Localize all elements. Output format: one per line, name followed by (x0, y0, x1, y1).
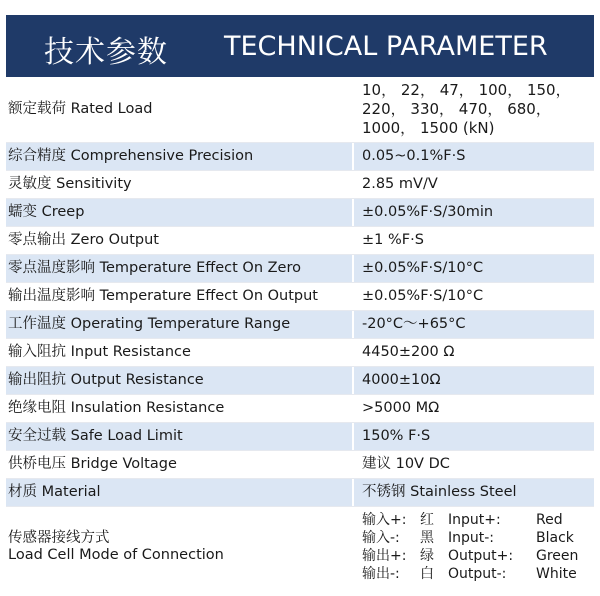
conn-en-color: White (536, 566, 577, 582)
connection-line (362, 529, 574, 547)
row-label: 输入阻抗 Input Resistance (8, 344, 191, 360)
parameter-table (6, 77, 594, 587)
row-value: ±0.05%F·S/10°C (352, 255, 594, 282)
row-label: 绝缘电阻 Insulation Resistance (8, 400, 225, 416)
conn-zh-color: 黑 (420, 530, 434, 546)
row-precision (6, 143, 594, 171)
row-value: 建议 10V DC (352, 451, 594, 478)
row-value: 2.85 mV/V (352, 171, 594, 198)
row-label (6, 507, 352, 587)
conn-en: Output+: (448, 548, 514, 564)
conn-zh-color: 红 (420, 512, 434, 528)
row-value: 150% F·S (352, 423, 594, 450)
value-line: 1000， 1500 (kN) (362, 119, 495, 137)
row-connection (6, 507, 594, 587)
connection-line (362, 547, 578, 565)
conn-zh: 输出+: (362, 548, 407, 564)
row-insulation (6, 395, 594, 423)
row-value: 0.05~0.1%F·S (352, 143, 594, 170)
row-value (352, 77, 594, 142)
row-value: >5000 MΩ (352, 395, 594, 422)
connection-label-en: Load Cell Mode of Connection (8, 547, 224, 563)
conn-en-color: Red (536, 512, 563, 528)
row-label: 综合精度 Comprehensive Precision (8, 148, 254, 164)
row-sensitivity (6, 171, 594, 199)
row-temp-effect-output (6, 283, 594, 311)
value-line: 220， 330， 470， 680， (362, 100, 551, 118)
row-label: 零点输出 Zero Output (8, 232, 159, 248)
conn-zh: 输入+: (362, 512, 407, 528)
row-label: 灵敏度 Sensitivity (8, 176, 132, 192)
conn-en-color: Green (536, 548, 579, 564)
row-label: 输出温度影响 Temperature Effect On Output (8, 288, 318, 304)
row-value: 4000±10Ω (352, 367, 594, 394)
title-chinese: 技术参数 (44, 35, 168, 70)
conn-zh-color: 绿 (420, 548, 434, 564)
conn-en-color: Black (536, 530, 574, 546)
row-input-resistance (6, 339, 594, 367)
conn-zh-color: 白 (420, 566, 434, 582)
connection-line (362, 565, 577, 583)
row-output-resistance (6, 367, 594, 395)
row-operating-temp (6, 311, 594, 339)
conn-zh: 输入-: (362, 530, 400, 546)
row-value (352, 507, 594, 587)
row-label: 安全过载 Safe Load Limit (8, 428, 183, 444)
connection-label-zh: 传感器接线方式 (8, 530, 110, 546)
conn-en: Input+: (448, 512, 501, 528)
row-value: -20°C～+65°C (352, 311, 594, 338)
row-value: 不锈钢 Stainless Steel (352, 479, 594, 506)
row-label: 零点温度影响 Temperature Effect On Zero (8, 260, 301, 276)
conn-en: Output-: (448, 566, 507, 582)
row-value: 4450±200 Ω (352, 339, 594, 366)
conn-en: Input-: (448, 530, 495, 546)
title-english: TECHNICAL PARAMETER (224, 31, 548, 62)
conn-zh: 输出-: (362, 566, 400, 582)
row-label: 额定载荷 Rated Load (8, 101, 153, 117)
row-value: ±1 %F·S (352, 227, 594, 254)
row-safe-load (6, 423, 594, 451)
row-creep (6, 199, 594, 227)
row-label: 蠕变 Creep (8, 204, 85, 220)
row-bridge-voltage (6, 451, 594, 479)
row-value: ±0.05%F·S/30min (352, 199, 594, 226)
row-zero-output (6, 227, 594, 255)
connection-line (362, 511, 563, 529)
row-label: 材质 Material (8, 484, 101, 500)
row-value: ±0.05%F·S/10°C (352, 283, 594, 310)
header-banner (6, 15, 594, 77)
row-material (6, 479, 594, 507)
row-rated-load (6, 77, 594, 143)
value-line: 10， 22， 47， 100， 150， (362, 81, 571, 99)
row-label: 输出阻抗 Output Resistance (8, 372, 204, 388)
row-label: 工作温度 Operating Temperature Range (8, 316, 291, 332)
row-temp-effect-zero (6, 255, 594, 283)
row-label: 供桥电压 Bridge Voltage (8, 456, 177, 472)
